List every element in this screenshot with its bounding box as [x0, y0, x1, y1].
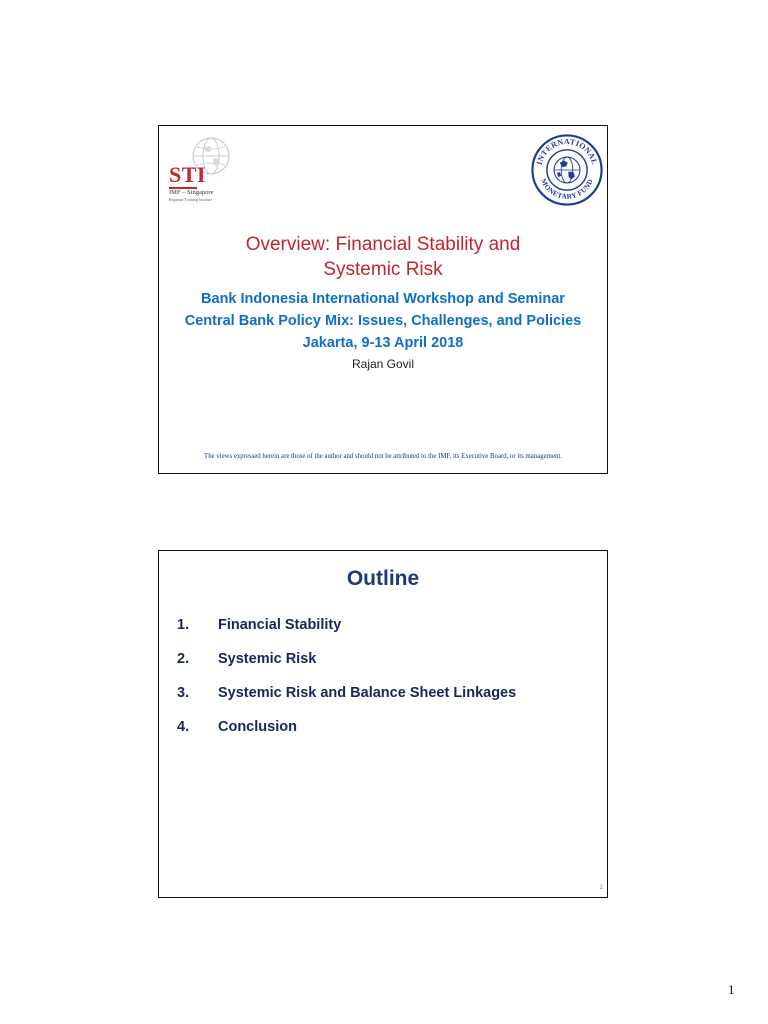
page-number: 1	[728, 982, 735, 997]
slide-1	[158, 125, 608, 474]
outline-title: Outline	[346, 567, 420, 590]
sti-tagline: Regional Training Institute	[169, 197, 213, 202]
outline-item-number: 1.	[177, 617, 190, 633]
event-details	[159, 288, 607, 354]
event-theme: Central Bank Policy Mix: Issues, Challenges, and Policies	[184, 313, 582, 329]
outline-item-text: Financial Stability	[218, 617, 342, 633]
author-name: Rajan Govil	[351, 357, 415, 371]
imf-seal-icon	[531, 134, 603, 206]
outline-item-text: Systemic Risk and Balance Sheet Linkages	[218, 685, 517, 701]
outline-item-text: Systemic Risk	[218, 651, 317, 667]
slide-2	[158, 550, 608, 898]
sti-subtitle: IMF – Singapore	[169, 189, 214, 196]
outline-item-number: 4.	[177, 719, 190, 735]
sti-logo	[165, 134, 235, 204]
slide-1-title-line-2: Systemic Risk	[323, 259, 443, 280]
slide-1-title	[159, 232, 607, 282]
imf-seal-bottom-text: MONETARY FUND	[539, 177, 595, 201]
event-name: Bank Indonesia International Workshop and Seminar	[201, 291, 565, 307]
sti-wordmark: STI	[169, 162, 206, 187]
outline-item-number: 2.	[177, 651, 190, 667]
event-location-date: Jakarta, 9-13 April 2018	[302, 335, 464, 351]
slide-number: 2	[599, 885, 603, 891]
slide-1-title-line-1: Overview: Financial Stability and	[245, 234, 521, 255]
outline-item-number: 3.	[177, 685, 190, 701]
disclaimer: The views expressed herein are those of the author and should not be attributed to the IMF, its Executive Board, or its management.	[204, 453, 562, 460]
outline-item-text: Conclusion	[218, 719, 297, 735]
imf-seal-top-text: INTERNATIONAL	[534, 137, 600, 166]
